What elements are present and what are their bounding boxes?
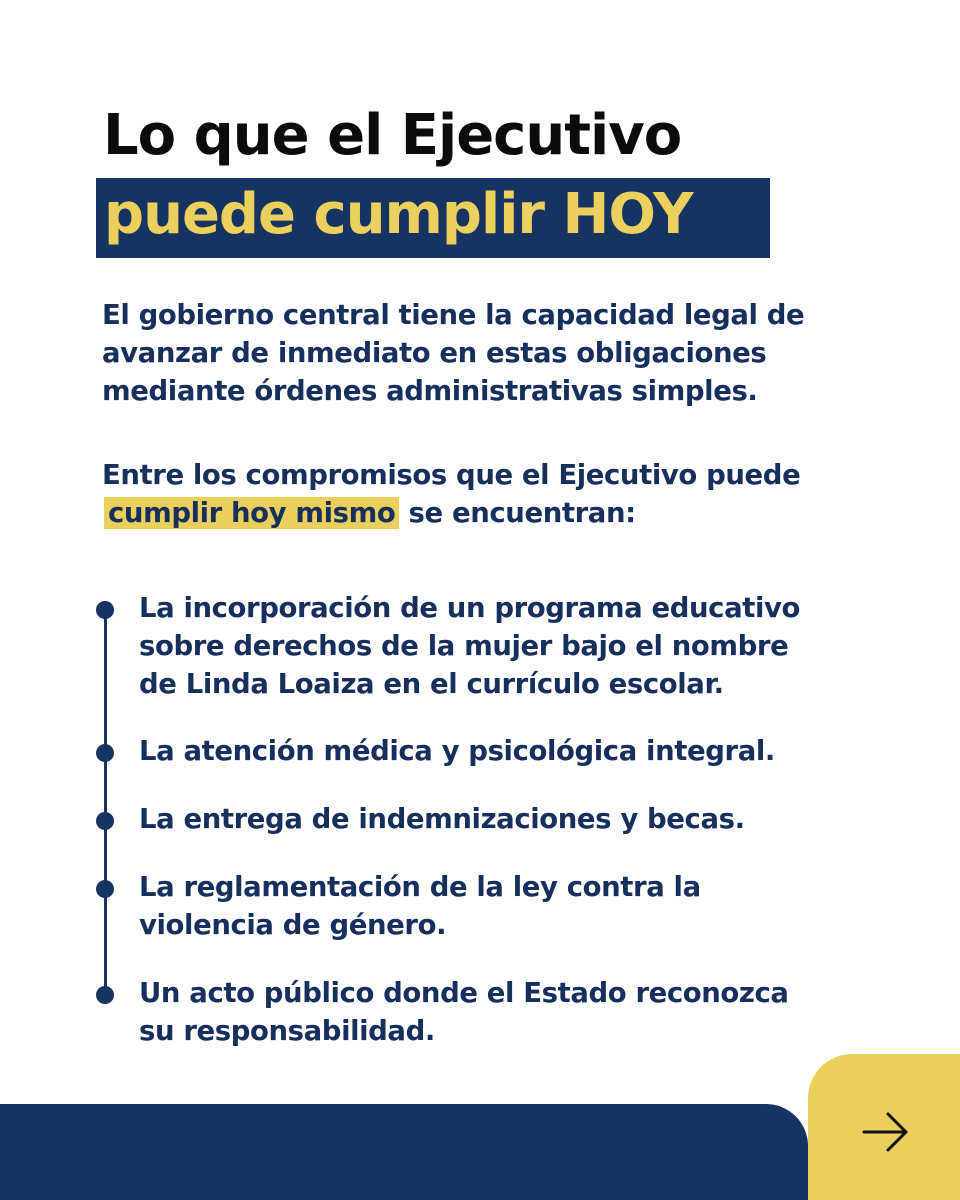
list-item-line: La reglamentación de la ley contra la bbox=[139, 871, 701, 903]
list-item-line: violencia de género. bbox=[139, 909, 447, 941]
list-item-line: sobre derechos de la mujer bajo el nombre bbox=[139, 630, 789, 662]
intro-line: El gobierno central tiene la capacidad legal de bbox=[102, 299, 805, 331]
list-item-line: Un acto público donde el Estado reconozca bbox=[139, 977, 789, 1009]
list-item-line: La atención médica y psicológica integral. bbox=[139, 735, 775, 767]
lead-highlight: cumplir hoy mismo bbox=[104, 497, 399, 529]
timeline-dot bbox=[96, 601, 114, 619]
lead-line-2 bbox=[102, 494, 902, 532]
lead-paragraph bbox=[102, 456, 902, 532]
list-item bbox=[139, 800, 899, 838]
list-item bbox=[139, 589, 899, 703]
list-item-line: La incorporación de un programa educativo bbox=[139, 592, 801, 624]
title-line-1: Lo que el Ejecutivo bbox=[103, 103, 682, 168]
timeline-line bbox=[104, 612, 107, 996]
footer-bar bbox=[0, 1104, 808, 1200]
timeline-dot bbox=[96, 986, 114, 1004]
list-item bbox=[139, 732, 899, 770]
list-item bbox=[139, 974, 899, 1050]
intro-paragraph bbox=[102, 296, 902, 410]
title-line-2: puede cumplir HOY bbox=[104, 182, 693, 247]
lead-line: Entre los compromisos que el Ejecutivo puede bbox=[102, 459, 801, 491]
intro-line: avanzar de inmediato en estas obligaciones bbox=[102, 337, 767, 369]
intro-line: mediante órdenes administrativas simples. bbox=[102, 375, 758, 407]
next-slide-button[interactable] bbox=[808, 1054, 960, 1200]
list-item-line: de Linda Loaiza en el currículo escolar. bbox=[139, 668, 724, 700]
timeline-dot bbox=[96, 880, 114, 898]
timeline-dot bbox=[96, 812, 114, 830]
list-item-line: su responsabilidad. bbox=[139, 1015, 435, 1047]
timeline-dot bbox=[96, 744, 114, 762]
list-item-line: La entrega de indemnizaciones y becas. bbox=[139, 803, 745, 835]
arrow-right-icon bbox=[862, 1111, 910, 1153]
lead-rest: se encuentran: bbox=[399, 497, 636, 529]
list-item bbox=[139, 868, 899, 944]
